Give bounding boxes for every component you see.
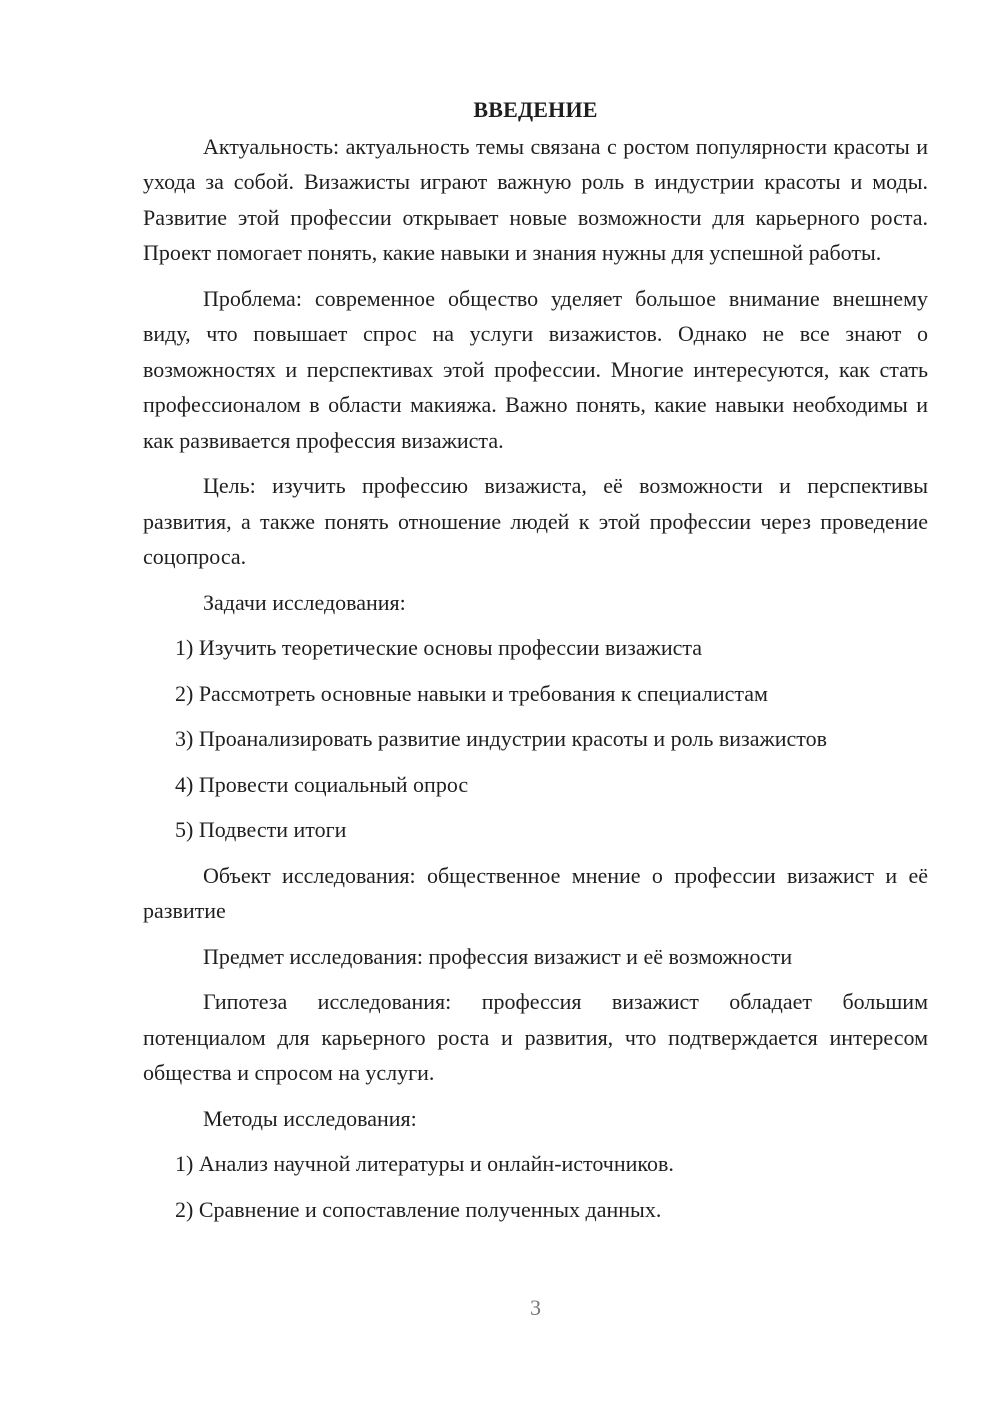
goal-paragraph: Цель: изучить профессию визажиста, её возможности и перспективы развития, а также понять отношение людей к этой профессии через проведение соцопроса. xyxy=(143,473,928,569)
page-number: 3 xyxy=(530,1295,541,1320)
subject-paragraph: Предмет исследования: профессия визажист и её возможности xyxy=(203,943,793,969)
task-item: 2) Рассмотреть основные навыки и требования к специалистам xyxy=(175,680,768,706)
task-item: 5) Подвести итоги xyxy=(175,817,347,842)
object-paragraph: Объект исследования: общественное мнение о профессии визажист и её развитие xyxy=(143,862,928,923)
method-item: 1) Анализ научной литературы и онлайн-источников. xyxy=(175,1151,674,1176)
problem-paragraph: Проблема: современное общество уделяет большое внимание внешнему виду, что повышает спрос на услуги визажистов. Однако не все знают о возможностях и перспективах этой профессии. Многие интересуются, как стать профессионалом в области макияжа. Важно понять, какие навыки необходимы и как развивается профессия визажиста. xyxy=(143,285,928,453)
actuality-paragraph: Актуальность: актуальность темы связана с ростом популярности красоты и ухода за собой. Визажисты играют важную роль в индустрии красоты и моды. Развитие этой профессии открывает новые возможности для карьерного роста. Проект помогает понять, какие навыки и знания нужны для успешной работы. xyxy=(143,133,928,265)
tasks-heading: Задачи исследования: xyxy=(203,589,406,615)
document-page xyxy=(143,92,928,1237)
section-title: ВВЕДЕНИЕ xyxy=(473,97,598,122)
methods-heading: Методы исследования: xyxy=(203,1105,417,1131)
task-item: 3) Проанализировать развитие индустрии красоты и роль визажистов xyxy=(175,726,827,751)
task-item: 1) Изучить теоретические основы профессии визажиста xyxy=(175,635,703,660)
task-item: 4) Провести социальный опрос xyxy=(175,771,469,797)
hypothesis-paragraph: Гипотеза исследования: профессия визажист обладает большим потенциалом для карьерного роста и развития, что подтверждается интересом общества и спросом на услуги. xyxy=(143,989,928,1085)
method-item: 2) Сравнение и сопоставление полученных данных. xyxy=(175,1196,662,1222)
